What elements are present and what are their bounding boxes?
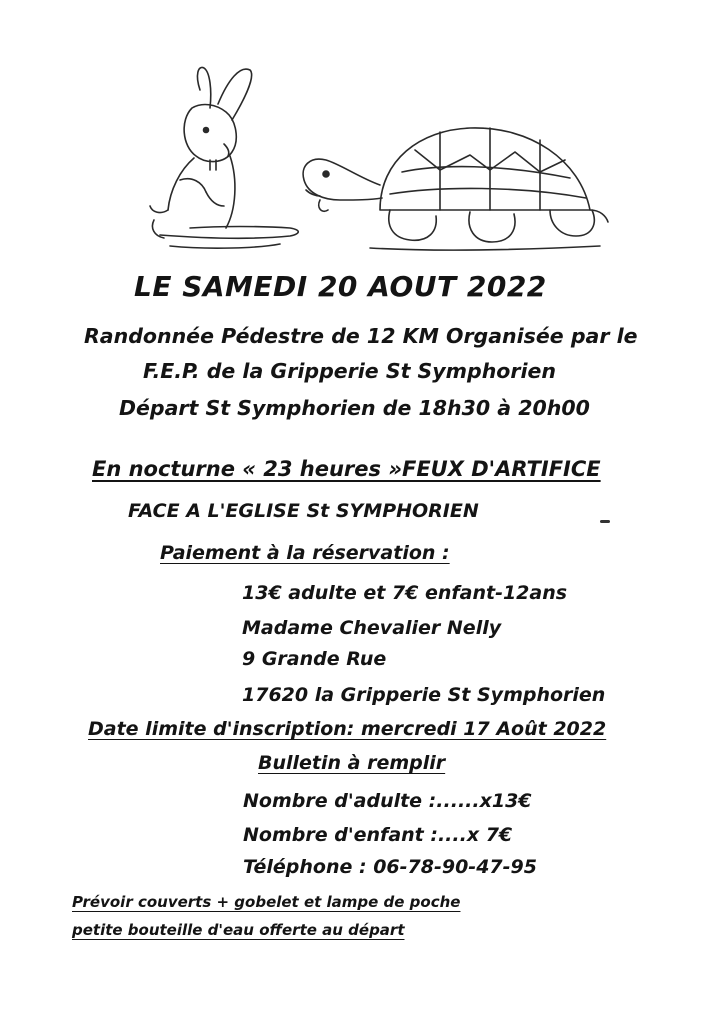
rabbit-drawing xyxy=(150,67,298,248)
form-adults: Nombre d'adulte :......x13€ xyxy=(243,790,532,812)
intro-line-2: F.E.P. de la Gripperie St Symphorien xyxy=(143,359,557,383)
payment-city: 17620 la Gripperie St Symphorien xyxy=(242,684,606,706)
payment-price: 13€ adulte et 7€ enfant-12ans xyxy=(242,582,568,604)
event-title: LE SAMEDI 20 AOUT 2022 xyxy=(134,270,547,303)
tortoise-drawing xyxy=(303,128,608,250)
fireworks-location: FACE A L'EGLISE St SYMPHORIEN xyxy=(128,500,479,522)
form-heading: Bulletin à remplir xyxy=(258,752,446,774)
form-phone: Téléphone : 06-78-90-47-95 xyxy=(243,856,537,878)
payment-heading: Paiement à la réservation : xyxy=(160,542,450,564)
form-children: Nombre d'enfant :....x 7€ xyxy=(243,824,513,846)
note-line-2: petite bouteille d'eau offerte au départ xyxy=(72,921,405,939)
intro-line-3: Départ St Symphorien de 18h30 à 20h00 xyxy=(119,396,590,420)
illustration xyxy=(140,60,610,260)
note-line-1: Prévoir couverts + gobelet et lampe de poche xyxy=(72,893,461,911)
payment-name: Madame Chevalier Nelly xyxy=(242,617,502,639)
fireworks-line: En nocturne « 23 heures »FEUX D'ARTIFICE xyxy=(92,457,601,481)
stray-mark xyxy=(600,520,610,523)
intro-line-1: Randonnée Pédestre de 12 KM Organisée par le xyxy=(84,324,638,348)
payment-street: 9 Grande Rue xyxy=(242,648,387,670)
deadline: Date limite d'inscription: mercredi 17 Août 2022 xyxy=(88,718,607,740)
